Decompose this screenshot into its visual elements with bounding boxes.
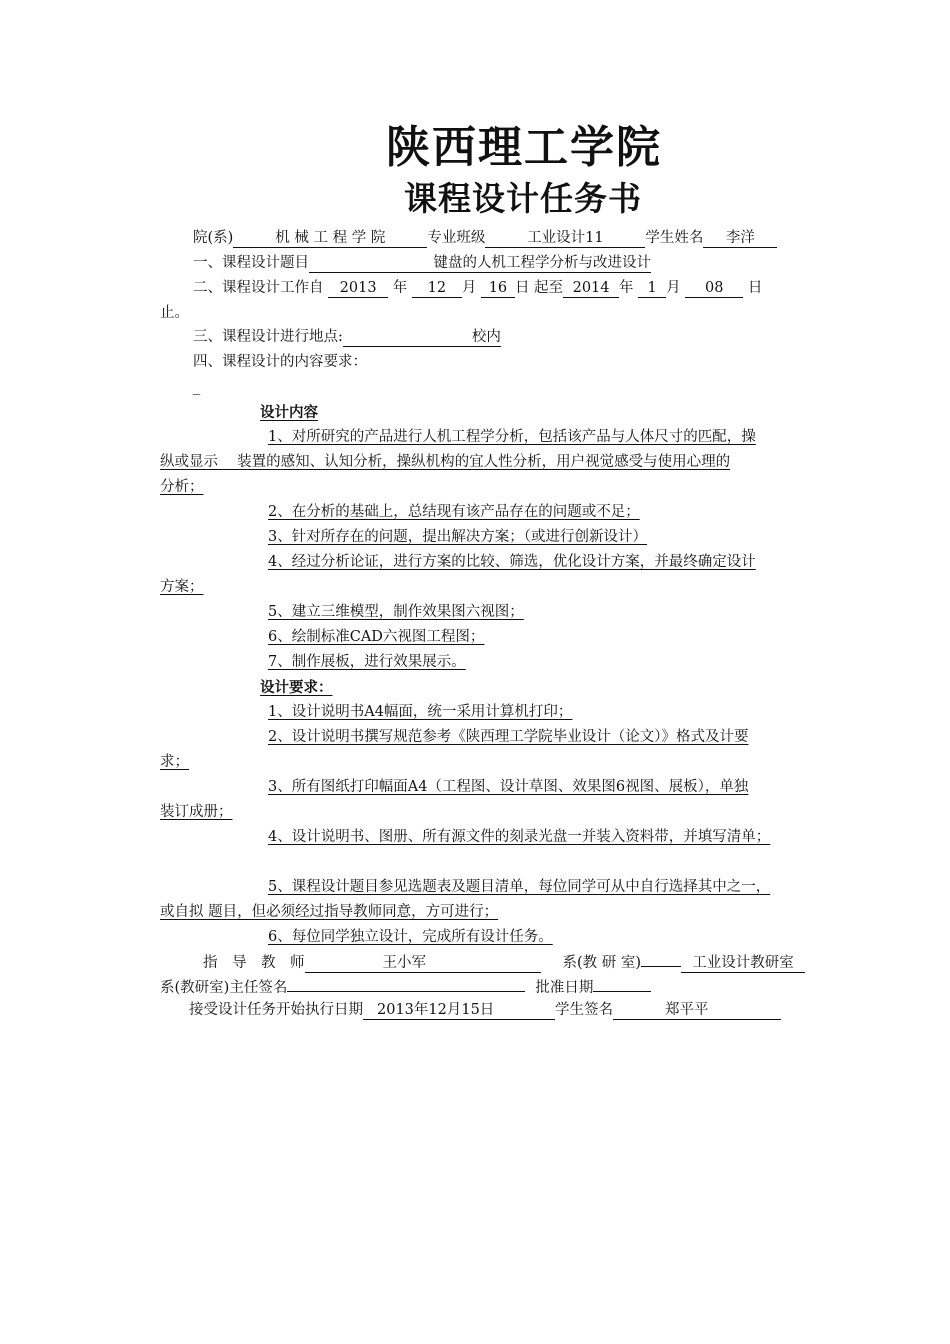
req-blank xyxy=(160,850,850,875)
month-unit: 月 xyxy=(461,280,477,296)
school-name: 陕西理工学院 xyxy=(386,122,662,173)
period-tail: 止。 xyxy=(160,305,189,321)
content-item: 3、针对所存在的问题，提出解决方案；（或进行创新设计） xyxy=(268,529,647,545)
year-unit: 年 xyxy=(392,280,408,296)
req-item: 3、所有图纸打印幅面A4（工程图、设计草图、效果图6视图、展板），单独 xyxy=(268,779,749,795)
end-year: 2014 xyxy=(563,279,619,298)
approve-date-field xyxy=(593,973,651,992)
dash-line: _ xyxy=(193,379,201,395)
major-value: 工业设计11 xyxy=(485,229,645,248)
content-item: 分析； xyxy=(160,479,204,495)
student-sign-label: 学生签名 xyxy=(555,1002,613,1018)
end-day-unit: 日 xyxy=(747,280,763,296)
director-label: 系(教研室)主任签名 xyxy=(160,980,288,996)
location-label: 三、课程设计进行地点: xyxy=(193,329,343,345)
start-month: 12 xyxy=(412,279,462,298)
day-unit: 日 xyxy=(514,280,530,296)
teacher-label: 指 导 教 师 xyxy=(203,955,305,971)
student-sign-value: 郑平平 xyxy=(613,1001,781,1020)
req-item: 1、设计说明书A4幅面，统一采用计算机打印； xyxy=(268,704,573,720)
req-item: 6、每位同学独立设计，完成所有设计任务。 xyxy=(268,929,553,945)
content-item: 5、建立三维模型，制作效果图六视图； xyxy=(268,604,524,620)
req-item: 2、设计说明书撰写规范参考《陕西理工学院毕业设计（论文）》格式及计要 xyxy=(268,729,749,745)
dept-label: 院(系) xyxy=(193,230,234,246)
end-month: 1 xyxy=(638,279,666,298)
info-line xyxy=(193,226,883,251)
start-day: 16 xyxy=(481,279,515,298)
topic-label: 一、课程设计题目 xyxy=(193,255,309,271)
student-label: 学生姓名 xyxy=(645,230,704,246)
content-item: 7、制作展板，进行效果展示。 xyxy=(268,654,466,670)
approve-label: 批准日期 xyxy=(535,980,594,996)
content-item: 1、对所研究的产品进行人机工程学分析，包括该产品与人体尺寸的匹配，操 xyxy=(268,429,756,445)
req-heading: 设计要求： xyxy=(260,679,333,696)
location-line xyxy=(193,325,883,350)
content-item: 4、经过分析论证，进行方案的比较、筛选，优化设计方案，并最终确定设计 xyxy=(268,554,756,570)
content-heading: 设计内容 xyxy=(260,404,318,421)
director-sign-field xyxy=(287,973,525,992)
content-item: 6、绘制标准CAD六视图工程图； xyxy=(268,629,485,645)
end-month-unit: 月 xyxy=(666,280,681,296)
topic-value: 键盘的人机工程学分析与改进设计 xyxy=(309,254,651,273)
content-item: 方案； xyxy=(160,579,204,595)
topic-line xyxy=(193,251,883,276)
teacher-line xyxy=(203,948,893,976)
requirements-heading: 四、课程设计的内容要求： xyxy=(193,354,367,370)
period-label: 二、课程设计工作自 xyxy=(193,280,324,296)
teacher-value: 王小军 xyxy=(305,954,541,973)
period-line xyxy=(193,276,883,301)
office-label: 系(教 研 室) xyxy=(562,955,642,971)
dept-value: 机 械 工 程 学 院 xyxy=(233,229,427,248)
accept-label: 接受设计任务开始执行日期 xyxy=(189,1002,363,1018)
end-prefix: 起至 xyxy=(534,280,564,296)
end-day: 08 xyxy=(685,279,743,298)
end-year-unit: 年 xyxy=(619,280,634,296)
student-value: 李洋 xyxy=(703,229,777,248)
req-heading-line xyxy=(192,675,882,701)
location-value: 校内 xyxy=(343,328,501,347)
content-heading-line xyxy=(192,400,882,426)
doc-title: 课程设计任务书 xyxy=(404,179,642,218)
office-value: 工业设计教研室 xyxy=(681,954,805,973)
accept-line xyxy=(189,998,879,1023)
req-item: 5、课程设计题目参见选题表及题目清单，每位同学可从中自行选择其中之一， xyxy=(268,879,771,895)
req-item: 4、设计说明书、图册、所有源文件的刻录光盘一并装入资料带，并填写清单； xyxy=(268,829,771,845)
director-line xyxy=(160,973,850,1001)
start-year: 2013 xyxy=(328,279,388,298)
accept-value: 2013年12月15日 xyxy=(363,1001,555,1020)
content-item: 纵或显示 装置的感知、认知分析，操纵机构的宜人性分析，用户视觉感受与使用心理的 xyxy=(160,454,731,470)
content-item: 2、在分析的基础上，总结现有该产品存在的问题或不足； xyxy=(268,504,640,520)
req-item: 装订成册； xyxy=(160,804,233,820)
req-item: 求； xyxy=(160,754,189,770)
req-item: 或自拟 题目，但必须经过指导教师同意，方可进行； xyxy=(160,904,499,920)
major-label: 专业班级 xyxy=(427,230,486,246)
